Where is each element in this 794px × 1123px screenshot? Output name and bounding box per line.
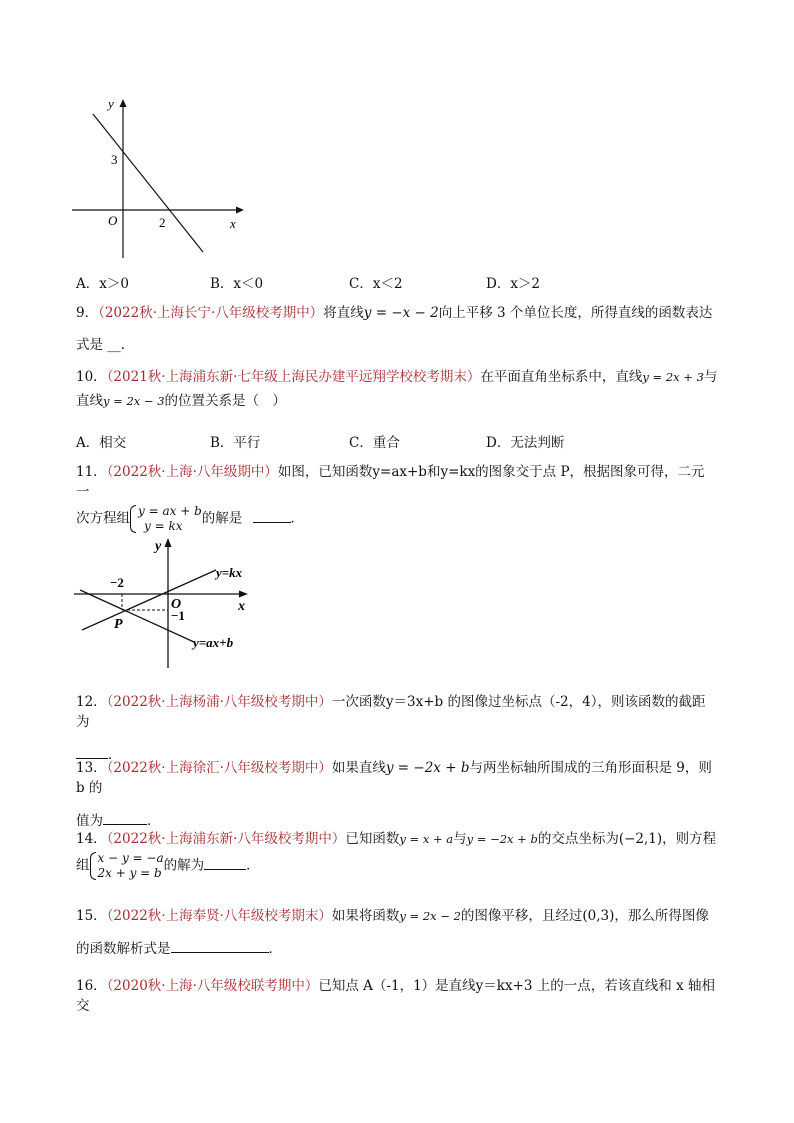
q14-text-2: 与	[453, 831, 467, 847]
q11-line2-b: 的解是	[201, 510, 243, 527]
q11-number: 11．	[76, 464, 107, 480]
line-y-ax-b-label: y=ax+b	[193, 635, 234, 650]
q9-equation: y = −x − 2	[363, 305, 439, 321]
q8-option-d: D．x＞2	[486, 276, 541, 292]
q9-line-2: 式是 __.	[76, 337, 126, 353]
q10-equation-2: y = 2x − 3	[103, 394, 165, 408]
x-tick-label: −2	[110, 575, 124, 590]
q13-line-2: 值为	[76, 813, 103, 829]
q8-option-b: B．x＜0	[210, 276, 264, 292]
y-axis-label: y	[108, 96, 114, 111]
q9-text-2: 向上平移 3 个单位长度，所得直线的函数表达	[438, 305, 713, 321]
q13-text-1: 如果直线	[331, 760, 386, 776]
q8-option-a: A．x＞0	[76, 276, 129, 292]
q11-answer-blank[interactable]	[253, 508, 291, 523]
q13-equation: y = −2x + b	[385, 760, 470, 776]
figure-intersecting-lines	[66, 532, 266, 674]
q11-system-eq-1: y = ax + b	[138, 504, 202, 518]
q14-text-3: 的交点坐标为	[537, 831, 619, 847]
q12-source: （2022秋·上海杨浦·八年级校考期中）	[106, 694, 332, 710]
q14-equation-2: y = −2x + b	[466, 832, 538, 846]
q15-text-3: ，那么所得图像	[614, 908, 709, 924]
q14-system-eq-1: x − y = −a	[97, 851, 164, 865]
x-axis-arrow	[239, 591, 248, 598]
q11-text-1: 如图，已知函数y=ax+b和y=kx的图象交于点 P，根据图象可得，二元一	[76, 464, 705, 500]
q12-answer-blank[interactable]	[76, 744, 108, 759]
question-14	[76, 829, 718, 881]
q15-text-1: 如果将函数	[331, 908, 400, 924]
q15-text-2: 的图像平移，且经过	[460, 908, 583, 924]
q15-answer-blank[interactable]	[171, 938, 269, 953]
q14-system-eq-2: 2x + y = b	[97, 866, 162, 880]
q12-text: 一次函数y＝3x+b 的图像过坐标点（-2，4），则该函数的截距为	[76, 694, 706, 730]
q14-line2-a: 组	[76, 857, 90, 874]
point-p-label: P	[114, 617, 123, 632]
figure-line-intercepts	[66, 94, 256, 264]
q13-number: 13．	[76, 760, 107, 776]
x-intercept-label: 2	[159, 215, 166, 230]
q10-option-c: C．重合	[349, 435, 400, 451]
q16-number: 16．	[76, 978, 107, 994]
q11-period: ．	[290, 510, 305, 527]
q14-source: （2022秋·上海浦东新·八年级校考期中）	[106, 831, 346, 847]
q9-text-1: 将直线	[323, 305, 364, 321]
q9-number: 9．	[76, 305, 99, 321]
q14-equation-system	[90, 851, 164, 881]
q15-source: （2022秋·上海奉贤·八年级校考期末）	[106, 908, 332, 924]
question-10	[76, 367, 718, 411]
q11-system-eq-2: y = kx	[144, 519, 183, 533]
q13-answer-blank[interactable]	[103, 810, 147, 825]
q14-point: (−2,1)	[618, 831, 663, 847]
origin-label: O	[108, 213, 118, 228]
q12-number: 12．	[76, 694, 107, 710]
q16-source: （2020秋·上海·八年级校联考期中）	[106, 978, 319, 994]
q11-source: （2022秋·上海·八年级期中）	[106, 464, 278, 480]
q14-period: ．	[246, 857, 260, 874]
question-15	[76, 906, 718, 959]
q15-period: ．	[268, 941, 282, 957]
q14-line2-b: 的解为	[163, 857, 205, 874]
q14-equation-1: y = x + a	[399, 832, 454, 846]
question-13	[76, 758, 718, 831]
q11-equation-system	[130, 504, 202, 534]
x-axis-label: x	[230, 216, 236, 231]
q12-period: ．	[108, 747, 122, 763]
q13-period: ．	[147, 813, 161, 829]
q10-option-d: D．无法判断	[486, 435, 565, 451]
q10-text-1: 在平面直角坐标系中，直线	[480, 369, 643, 385]
q10-number: 10．	[76, 369, 107, 385]
q10-equation-1: y = 2x + 3	[642, 370, 704, 384]
question-11	[76, 462, 718, 534]
x-axis-label: x	[238, 599, 245, 614]
y-axis-arrow	[165, 538, 172, 547]
x-axis-arrow	[236, 207, 244, 214]
q11-line2-a: 次方程组	[76, 510, 130, 527]
q14-number: 14．	[76, 831, 107, 847]
q16-text: 已知点 A（-1，1）是直线y＝kx+3 上的一点，若该直线和 x 轴相交	[76, 978, 715, 1014]
question-9	[76, 303, 718, 355]
q15-number: 15．	[76, 908, 107, 924]
question-16	[76, 976, 718, 1016]
q13-source: （2022秋·上海徐汇·八年级校考期中）	[106, 760, 332, 776]
q14-answer-blank[interactable]	[204, 855, 246, 870]
q10-line2-a: 直线	[76, 393, 103, 409]
graph-line	[93, 114, 203, 252]
q15-equation: y = 2x − 2	[399, 909, 461, 923]
question-12	[76, 692, 718, 765]
y-axis-label: y	[155, 539, 162, 554]
q14-text-1: 已知函数	[345, 831, 400, 847]
q10-option-b: B．平行	[210, 435, 261, 451]
q13-text-2: 与两坐标轴所围成的三角形面积是 9，则 b 的	[76, 760, 712, 796]
y-axis-arrow	[120, 99, 127, 107]
q10-option-a: A．相交	[76, 435, 127, 451]
q9-source: （2022秋·上海长宁·八年级校考期中）	[98, 305, 324, 321]
y-tick-label: −1	[171, 608, 185, 623]
q15-point: (0,3)	[582, 908, 615, 924]
q10-line2-b: 的位置关系是（ ）	[164, 393, 287, 409]
line-y-kx-label: y=kx	[216, 565, 243, 580]
y-intercept-label: 3	[111, 152, 118, 167]
q8-option-c: C．x＜2	[349, 276, 403, 292]
q15-line-2: 的函数解析式是	[76, 941, 171, 957]
q10-text-2: 与	[703, 369, 718, 385]
q10-source: （2021秋·上海浦东新·七年级上海民办建平远翔学校校考期末）	[106, 369, 481, 385]
origin-label: O	[171, 597, 182, 612]
q14-text-4: ，则方程	[662, 831, 717, 847]
